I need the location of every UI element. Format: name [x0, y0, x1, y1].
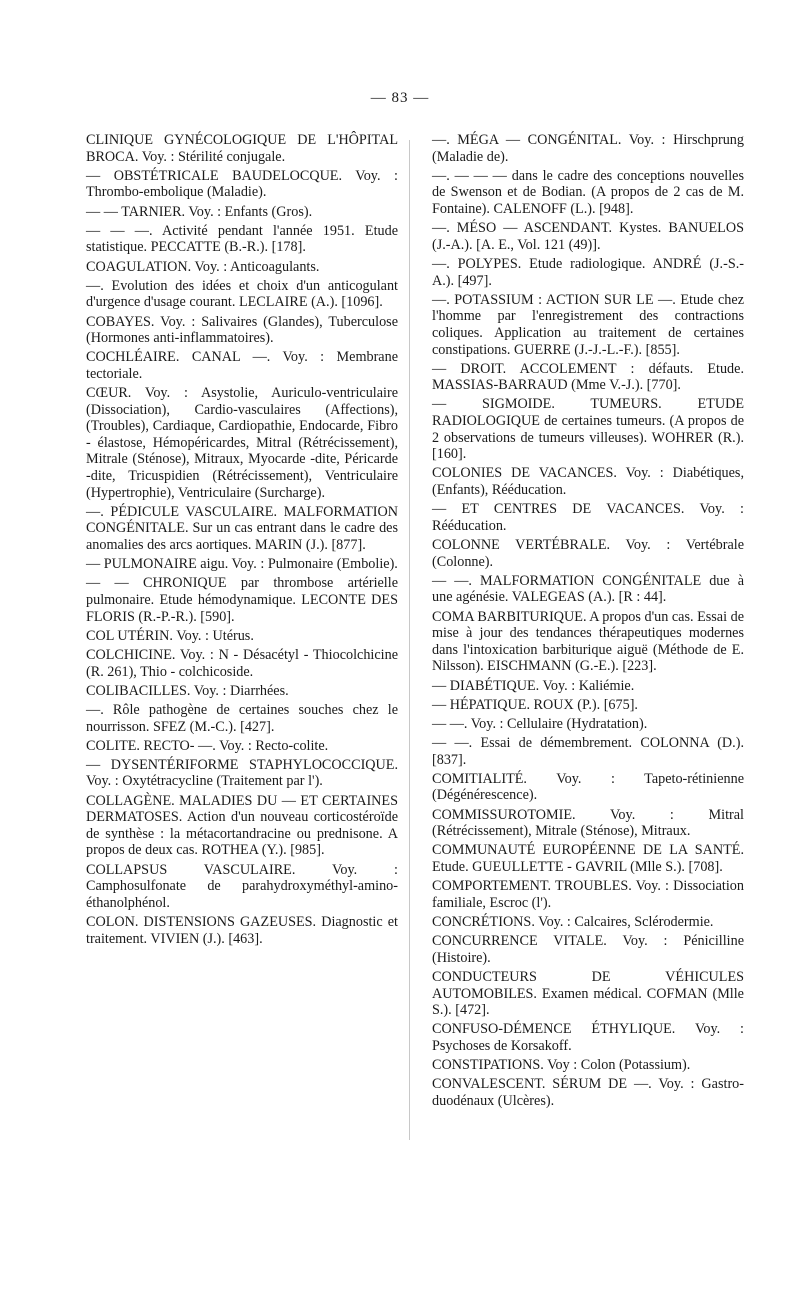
index-entry [86, 683, 398, 700]
index-entry-text: COMITIALITÉ. Voy. : Tapeto-rétinienne (Dégénérescence). [432, 770, 748, 804]
index-entry [86, 349, 402, 382]
index-entry [432, 256, 744, 289]
index-entry-text: — ET CENTRES DE VACANCES. Voy. : Rééducation. [432, 501, 748, 534]
index-entry-text: CONSTIPATIONS. Voy : Colon (Potassium). [432, 1057, 691, 1074]
index-entry-text: —. Rôle pathogène de certaines souches chez le nourrisson. SFEZ (M.-C.). [427]. [86, 701, 402, 735]
index-entry-text: COLONNE VERTÉBRALE. Voy. : Vertébrale (Colonne). [432, 537, 748, 570]
index-entry-text: —. MÉGA — CONGÉNITAL. Voy. : Hirschprung (Maladie de). [432, 132, 748, 165]
column-divider [409, 140, 410, 1140]
index-entry-text: — —. MALFORMATION CONGÉNITALE due à une agénésie. VALEGEAS (A.). [R : 44]. [432, 572, 748, 606]
index-entry [86, 628, 398, 645]
index-entry-text: CONCURRENCE VITALE. Voy. : Pénicilline (Histoire). [432, 933, 748, 966]
left-column [86, 132, 402, 950]
index-entry [432, 360, 748, 394]
index-entry [86, 259, 398, 276]
index-entry-text: COAGULATION. Voy. : Anticoagulants. [86, 258, 320, 275]
index-entry [432, 914, 744, 931]
index-entry [86, 738, 398, 755]
index-entry-text: COLITE. RECTO- —. Voy. : Recto-colite. [86, 737, 329, 754]
index-entry-text: COBAYES. Voy. : Salivaires (Glandes), Tuberculose (Hormones anti-inflammatoires). [86, 313, 402, 347]
index-entry [432, 878, 748, 911]
index-entry [86, 132, 402, 165]
index-entry [86, 313, 402, 347]
index-entry [86, 701, 402, 735]
index-entry [432, 501, 748, 534]
index-entry-text: COMPORTEMENT. TROUBLES. Voy. : Dissociation familiale, Escroc (l'). [432, 878, 748, 911]
index-entry [432, 1057, 744, 1074]
index-entry [86, 385, 402, 501]
index-entry [432, 396, 748, 463]
index-entry [432, 716, 744, 733]
index-entry [86, 575, 402, 625]
index-entry-text: — — —. Activité pendant l'année 1951. Etude statistique. PECCATTE (B.-R.). [178]. [86, 222, 402, 256]
index-entry [86, 756, 402, 790]
index-entry-text: —. Evolution des idées et choix d'un anticogulant d'urgence d'usage courant. LECLAIRE (A.). [1096]. [86, 277, 402, 311]
index-entry [432, 678, 744, 695]
index-entry-text: —. MÉSO — ASCENDANT. Kystes. BANUELOS (J.-A.). [A. E., Vol. 121 (49)]. [432, 220, 748, 253]
index-entry-text: —. POLYPES. Etude radiologique. ANDRÉ (J.-S.-A.). [497]. [432, 255, 744, 289]
index-entry-text: —. — — — dans le cadre des conceptions nouvelles de Swenson et de Bodian. (A propos de 2 cas de M. Fontaine). CALENOFF (L.). [948]. [432, 167, 748, 217]
index-entry [432, 735, 748, 768]
index-entry-text: COLON. DISTENSIONS GAZEUSES. Diagnostic et traitement. VIVIEN (J.). [463]. [86, 914, 402, 947]
index-entry [432, 933, 748, 966]
index-entry-text: —. POTASSIUM : ACTION SUR LE —. Etude chez l'homme par l'enregistrement des contractions coliques. Application au traitement de certaines constipations. GUERRE (J.-J.-L.-F.). [855]. [432, 291, 748, 358]
index-entry-text: — —. Voy. : Cellulaire (Hydratation). [432, 715, 648, 732]
index-entry-text: — PULMONAIRE aigu. Voy. : Pulmonaire (Embolie). [86, 556, 398, 573]
index-entry-text: COLLAGÈNE. MALADIES DU — ET CERTAINES DERMATOSES. Action d'un nouveau corticostéroïde de synthèse : la métacortandracine ou prednisone. A propos de deux cas. ROTHEA (Y.). [985]. [86, 792, 402, 859]
index-entry-text: COLCHICINE. Voy. : N - Désacétyl - Thiocolchicine (R. 261), Thio - colchicoside. [86, 646, 402, 680]
index-entry [432, 465, 748, 499]
index-entry [86, 277, 402, 311]
index-entry [432, 968, 748, 1019]
index-entry-text: COLONIES DE VACANCES. Voy. : Diabétiques, (Enfants), Rééducation. [432, 465, 748, 499]
page-number: — 83 — [370, 90, 430, 106]
index-entry-text: COLIBACILLES. Voy. : Diarrhées. [86, 682, 289, 699]
index-entry [86, 204, 398, 221]
index-entry-text: CONFUSO-DÉMENCE ÉTHYLIQUE. Voy. : Psychoses de Korsakoff. [432, 1021, 748, 1054]
index-entry-text: — DYSENTÉRIFORME STAPHYLOCOCCIQUE. Voy. : Oxytétracycline (Traitement par l'). [86, 756, 402, 790]
index-entry-text: CONCRÉTIONS. Voy. : Calcaires, Sclérodermie. [432, 914, 714, 930]
index-entry-text: — DIABÉTIQUE. Voy. : Kaliémie. [432, 677, 635, 694]
index-entry-text: — DROIT. ACCOLEMENT : défauts. Etude. MASSIAS-BARRAUD (Mme V.-J.). [770]. [432, 360, 748, 394]
index-entry-text: CŒUR. Voy. : Asystolie, Auriculo-ventriculaire (Dissociation), Cardio-vasculaires (Affections), (Troubles), Cardiaque, Cardiopathie, Endocarde, Fibro - élastose, Hémopéricardes, Mitral (Rétrécissement), Mitrale (Sténose), Mitraux, Myocarde -dite, Péricarde -dite, Tricuspidien (Rétrécissement), Ventriculaire (Hypertrophie), Ventriculaire (Surcharge). [86, 385, 402, 501]
index-entry [432, 1076, 744, 1109]
index-entry-text: — OBSTÉTRICALE BAUDELOCQUE. Voy. : Thrombo-embolique (Maladie). [86, 167, 402, 201]
index-entry [432, 132, 748, 165]
index-entry-text: COL UTÉRIN. Voy. : Utérus. [86, 627, 254, 644]
index-entry-text: CONDUCTEURS DE VÉHICULES AUTOMOBILES. Examen médical. COFMAN (Mlle S.). [472]. [432, 968, 748, 1019]
index-entry-text: —. PÉDICULE VASCULAIRE. MALFORMATION CONGÉNITALE. Sur un cas entrant dans le cadre des anomalies des arcs aortiques. MARIN (J.). [877]. [86, 503, 402, 553]
index-entry-text: COMA BARBITURIQUE. A propos d'un cas. Essai de mise à jour des tendances thérapeutiques modernes dans l'intoxication barbiturique aiguë (Méthode de E. Nilsson). EISCHMANN (G.-E.). [223]. [432, 608, 748, 675]
index-entry [86, 556, 398, 573]
index-entry [432, 291, 748, 358]
index-entry-text: — — CHRONIQUE par thrombose artérielle pulmonaire. Etude hémodynamique. LECONTE DES FLORIS (R.-P.-R.). [590]. [86, 575, 402, 625]
index-entry [432, 220, 748, 253]
index-entry-text: COCHLÉAIRE. CANAL —. Voy. : Membrane tectoriale. [86, 349, 402, 382]
index-entry [86, 167, 402, 201]
index-entry-text: COMMISSUROTOMIE. Voy. : Mitral (Rétrécissement), Mitrale (Sténose), Mitraux. [432, 806, 748, 840]
index-entry-text: — — TARNIER. Voy. : Enfants (Gros). [86, 203, 313, 220]
index-entry [432, 167, 748, 218]
index-entry-text: CONVALESCENT. SÉRUM DE —. Voy. : Gastro-duodénaux (Ulcères). [432, 1076, 744, 1109]
index-entry [86, 792, 402, 859]
index-entry [86, 646, 402, 680]
index-entry [432, 1021, 748, 1054]
index-entry-text: — HÉPATIQUE. ROUX (P.). [675]. [432, 696, 638, 713]
index-entry [432, 697, 744, 714]
index-entry [86, 861, 402, 912]
index-entry [86, 222, 402, 256]
index-entry-text: COMMUNAUTÉ EUROPÉENNE DE LA SANTÉ. Etude. GUEULLETTE - GAVRIL (Mlle S.). [708]. [432, 842, 748, 876]
index-entry-text: — SIGMOIDE. TUMEURS. ETUDE RADIOLOGIQUE de certaines tumeurs. (A propos de 2 observations de tumeurs villeuses). WOHRER (R.). [160]. [432, 396, 748, 463]
index-entry [432, 770, 748, 804]
index-entry [86, 914, 402, 947]
index-entry [432, 608, 748, 675]
index-entry-text: — —. Essai de démembrement. COLONNA (D.). [837]. [432, 735, 748, 768]
index-entry [432, 806, 748, 840]
index-entry-text: COLLAPSUS VASCULAIRE. Voy. : Camphosulfonate de parahydroxyméthyl-amino-éthanolphénol. [86, 861, 402, 911]
right-column [432, 132, 748, 1112]
index-entry [432, 537, 748, 570]
index-entry-text: CLINIQUE GYNÉCOLOGIQUE DE L'HÔPITAL BROCA. Voy. : Stérilité conjugale. [86, 132, 402, 165]
index-entry [432, 572, 748, 606]
index-entry [432, 842, 748, 876]
index-entry [86, 503, 402, 554]
